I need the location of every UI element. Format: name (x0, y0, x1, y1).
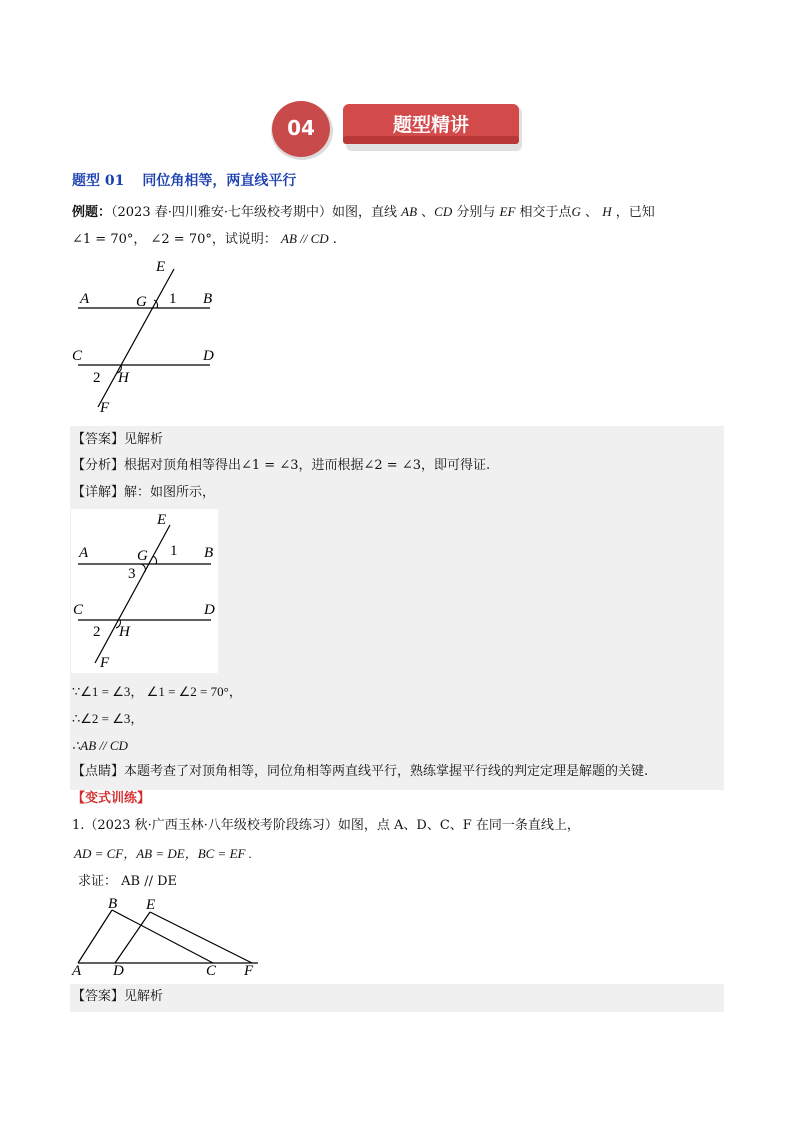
section-banner (270, 98, 525, 160)
label-C: C (72, 348, 83, 364)
answer2-line: 【答案】见解析 (72, 989, 164, 1004)
answer2-bg (70, 984, 724, 1012)
section-heading (72, 172, 296, 190)
label-A: A (72, 963, 82, 979)
analysis-line: 【分析】根据对顶角相等得出∠1 = ∠3，进而根据∠2 = ∠3，即可得证. (72, 458, 491, 473)
label-B: B (108, 896, 118, 912)
banner-title: 题型精讲 (392, 114, 469, 136)
label-F: F (244, 963, 254, 979)
label-G: G (136, 294, 147, 310)
label-E: E (146, 897, 156, 913)
label-E: E (157, 512, 167, 528)
example-line1: 例题：（2023 春·四川雅安·七年级校考期中）如图，直线 AB 、CD 分别与 EF 相交于点G 、 H ，已知 (72, 204, 655, 220)
figure-2 (71, 509, 218, 673)
label-3: 3 (128, 566, 136, 582)
label-G: G (137, 548, 148, 564)
example-label: 例题： (72, 205, 112, 220)
label-D: D (204, 602, 215, 618)
label-D: D (113, 963, 124, 979)
example-line2: ∠1 = 70°， ∠2 = 70°，试说明： AB // CD . (72, 231, 337, 247)
label-H: H (119, 624, 130, 640)
label-1: 1 (169, 291, 177, 307)
label-2: 2 (93, 624, 101, 640)
proof-step-1: ∵∠1 = ∠3， ∠1 = ∠2 = 70°， (72, 684, 242, 699)
label-E: E (156, 259, 166, 275)
proof-step-2: ∴∠2 = ∠3， (72, 711, 144, 726)
variant-q1-line2: AD = CF，AB = DE，BC = EF . (74, 846, 252, 861)
label-F: F (100, 400, 110, 415)
banner-number: 04 (287, 116, 315, 140)
heading-label: 题型 01 (72, 173, 125, 189)
label-1: 1 (170, 543, 178, 559)
label-C: C (73, 602, 84, 618)
heading-title: 同位角相等，两直线平行 (142, 173, 297, 189)
variant-q1-line1: 1.（2023 秋·广西玉林·八年级校考阶段练习）如图，点 A、D、C、F 在同一条直线上， (72, 818, 580, 833)
label-2: 2 (93, 370, 101, 386)
label-B: B (204, 545, 214, 561)
figure-3 (70, 895, 270, 980)
label-A: A (80, 291, 90, 307)
label-F: F (100, 655, 110, 671)
proof-step-3: ∴AB // CD (72, 738, 128, 753)
comment-line: 【点睛】本题考查了对顶角相等，同位角相等两直线平行，熟练掌握平行线的判定定理是解题的关键. (72, 764, 649, 779)
detail-line: 【详解】解：如图所示， (72, 485, 216, 500)
variant-title: 【变式训练】 (72, 791, 151, 806)
variant-q1-line3: 求证： AB // DE (78, 874, 178, 889)
label-C: C (206, 963, 217, 979)
label-D: D (203, 348, 214, 364)
label-A: A (79, 545, 89, 561)
figure-1 (70, 255, 230, 415)
label-H: H (118, 370, 129, 386)
answer-line: 【答案】见解析 (72, 432, 164, 447)
label-B: B (203, 291, 213, 307)
